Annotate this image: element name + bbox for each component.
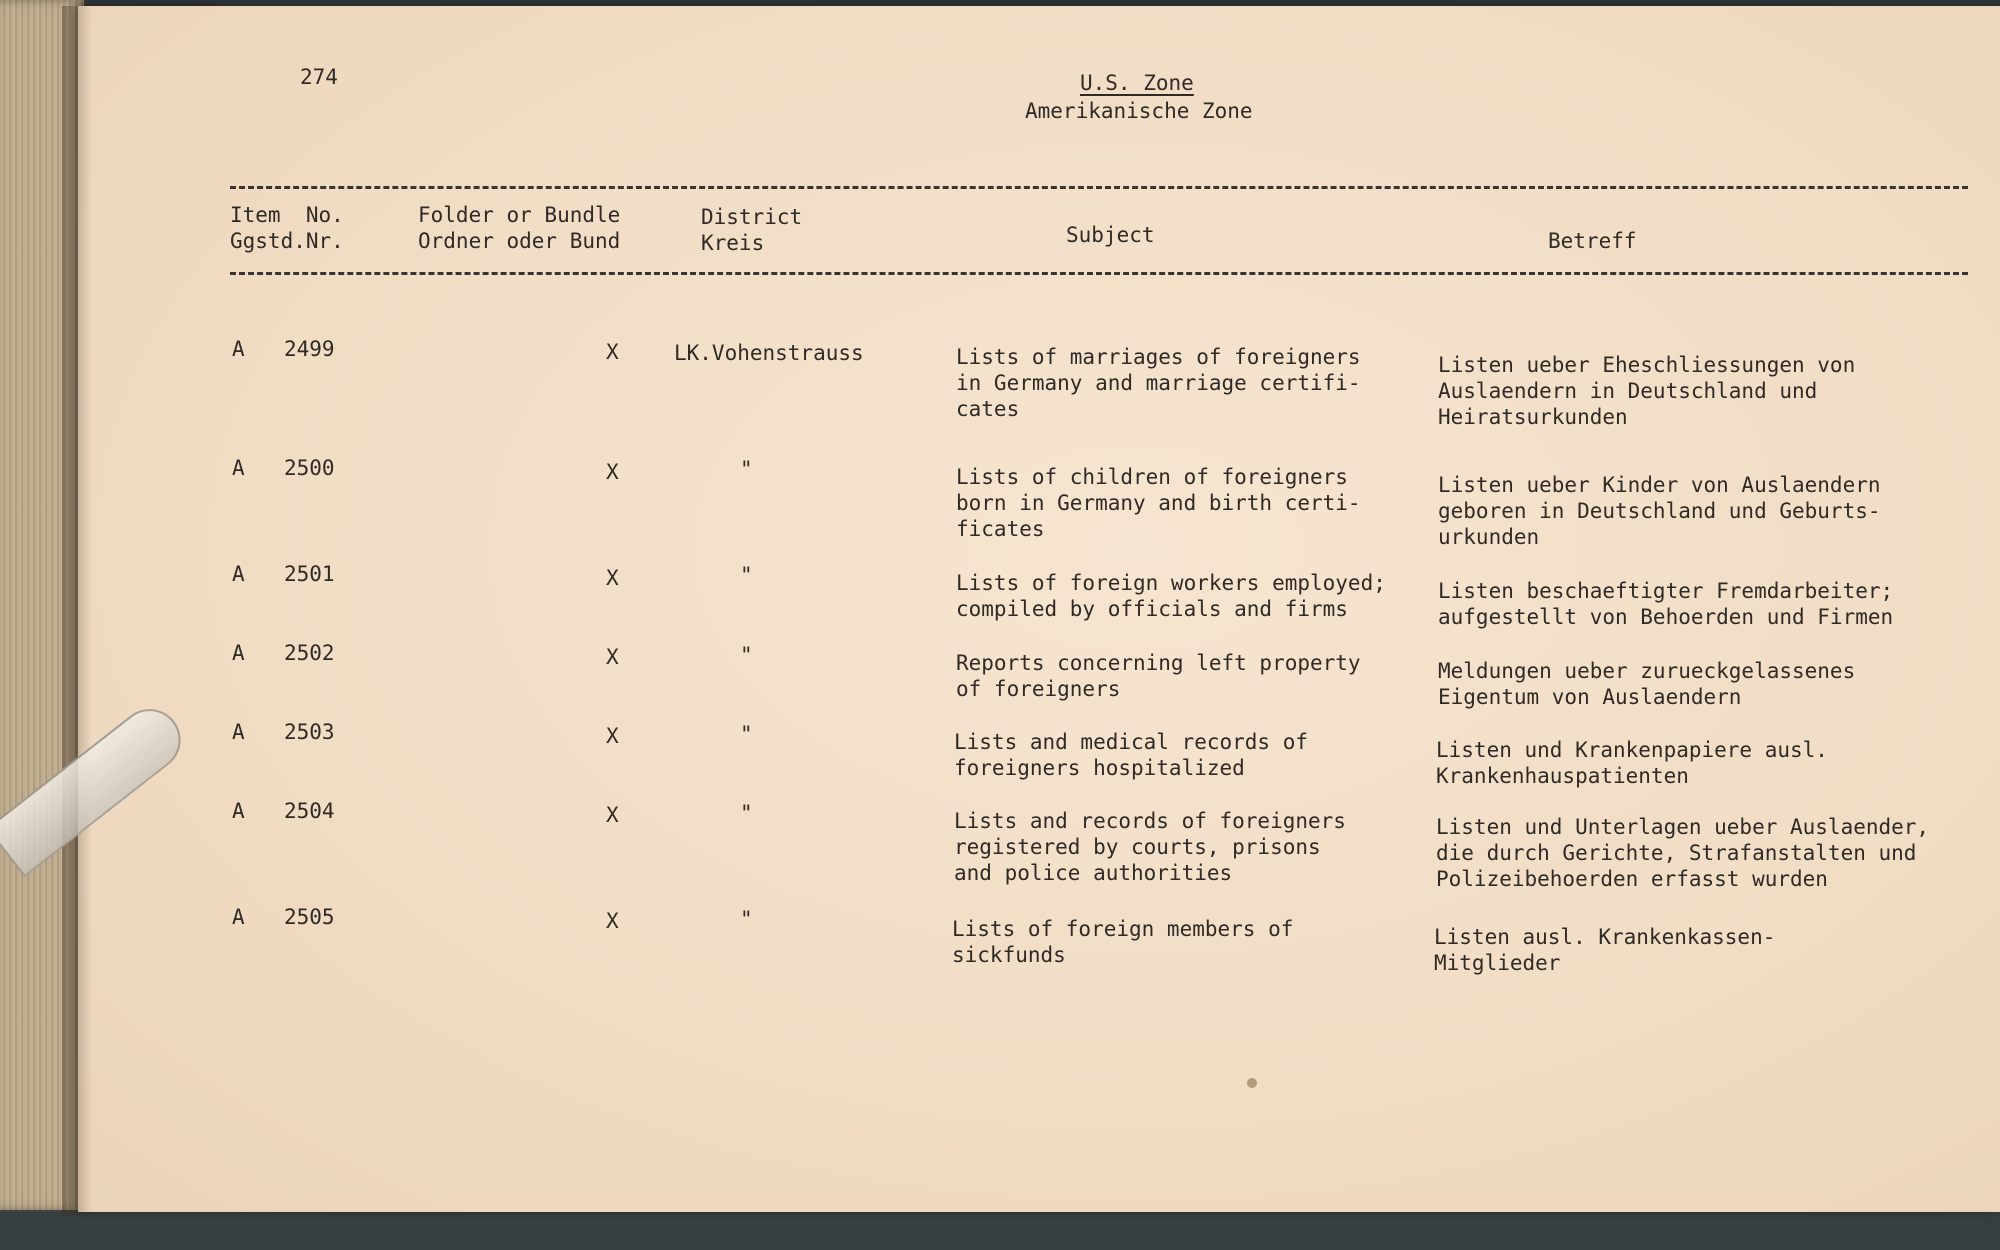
header-item-line1: Item No. [230, 203, 344, 227]
betreff-text: Listen beschaeftigter Fremdarbeiter; aufgestellt von Behoerden und Firmen [1438, 579, 1894, 629]
item-number: 2502 [284, 641, 335, 665]
header-subject: Subject [1066, 223, 1155, 247]
item-letter: A [232, 905, 245, 929]
betreff-text: Listen und Krankenpapiere ausl. Krankenhauspatienten [1436, 738, 1828, 788]
header-betreff: Betreff [1548, 229, 1637, 253]
document-page [78, 6, 2000, 1212]
district-ditto: " [740, 563, 753, 587]
item-letter: A [232, 456, 245, 480]
subject-text: Lists of children of foreigners born in Germany and birth certi- ficates [956, 465, 1361, 541]
item-letter: A [232, 799, 245, 823]
betreff-text: Listen und Unterlagen ueber Auslaender, die durch Gerichte, Strafanstalten und Polizeibehoerden erfasst wurden [1436, 815, 1930, 891]
district-name: LK.Vohenstrauss [674, 341, 864, 365]
zone-subtitle: Amerikanische Zone [1025, 99, 1253, 123]
district-ditto: " [740, 907, 753, 931]
item-number: 2504 [284, 799, 335, 823]
item-number: 2500 [284, 456, 335, 480]
betreff-text: Listen ausl. Krankenkassen- Mitglieder [1434, 925, 1776, 975]
header-item-line2: Ggstd.Nr. [230, 229, 344, 253]
subject-text: Lists of foreign members of sickfunds [952, 917, 1294, 967]
folder-mark: X [606, 724, 619, 748]
betreff-text: Listen ueber Kinder von Auslaendern geboren in Deutschland und Geburts- urkunden [1438, 473, 1881, 549]
folder-mark: X [606, 566, 619, 590]
district-ditto: " [740, 643, 753, 667]
header-rule-bottom [230, 272, 1968, 275]
subject-text: Reports concerning left property of foreigners [956, 651, 1361, 701]
item-letter: A [232, 562, 245, 586]
betreff-text: Listen ueber Eheschliessungen von Auslaendern in Deutschland und Heiratsurkunden [1438, 353, 1856, 429]
betreff-text: Meldungen ueber zurueckgelassenes Eigentum von Auslaendern [1438, 659, 1856, 709]
folder-mark: X [606, 340, 619, 364]
item-number: 2503 [284, 720, 335, 744]
binding-shadow [62, 6, 92, 1216]
item-number: 2501 [284, 562, 335, 586]
subject-text: Lists and medical records of foreigners hospitalized [954, 730, 1309, 780]
folder-mark: X [606, 803, 619, 827]
district-ditto: " [740, 722, 753, 746]
district-ditto: " [740, 457, 753, 481]
folder-mark: X [606, 460, 619, 484]
header-rule-top [230, 186, 1968, 189]
folder-mark: X [606, 645, 619, 669]
background-bottom [0, 1212, 2000, 1250]
item-letter: A [232, 337, 245, 361]
header-folder-line2: Ordner oder Bund [418, 229, 621, 253]
item-number: 2505 [284, 905, 335, 929]
folder-mark: X [606, 909, 619, 933]
page-number: 274 [300, 65, 338, 89]
subject-text: Lists of foreign workers employed; compiled by officials and firms [956, 571, 1386, 621]
subject-text: Lists of marriages of foreigners in Germany and marriage certifi- cates [956, 345, 1361, 421]
district-ditto: " [740, 801, 753, 825]
item-letter: A [232, 641, 245, 665]
zone-title: U.S. Zone [1080, 71, 1194, 95]
subject-text: Lists and records of foreigners registered by courts, prisons and police authorities [954, 809, 1346, 885]
paper-speck [1247, 1078, 1257, 1088]
header-district-line2: Kreis [701, 231, 765, 255]
header-district-line1: District [701, 205, 803, 229]
item-number: 2499 [284, 337, 335, 361]
header-folder-line1: Folder or Bundle [418, 203, 621, 227]
item-letter: A [232, 720, 245, 744]
